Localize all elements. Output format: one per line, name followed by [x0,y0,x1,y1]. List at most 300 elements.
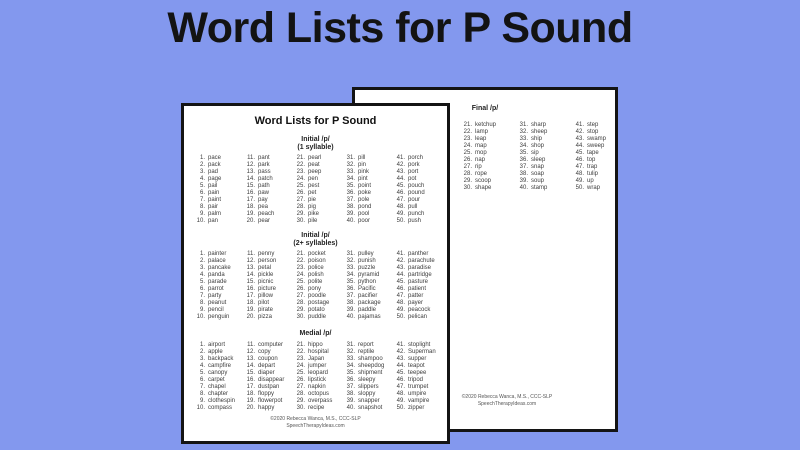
word-item [192,258,242,265]
word-item [192,363,242,370]
word-item [342,300,392,307]
word-item [342,286,392,293]
word-number: 13. [246,355,255,362]
word-number: 34. [346,176,355,182]
word-text: pond [358,204,372,210]
word-number: 32. [519,129,528,135]
word-number: 24. [296,272,305,278]
word-text: up [587,178,594,184]
word-text: peat [308,162,320,168]
word-number: 8. [199,300,205,306]
word-text: step [587,122,599,128]
word-text: peacock [408,307,431,313]
word-text: lipstick [308,376,327,383]
word-text: stoplight [408,341,431,348]
word-text: pile [308,218,318,224]
word-number: 24. [463,143,472,149]
word-number: 5. [199,279,205,285]
word-item [192,391,242,398]
word-item [342,265,392,272]
word-item [571,136,627,143]
word-column [242,342,292,412]
word-number: 34. [519,143,528,149]
word-text: reptile [358,348,375,355]
word-number: 37. [346,383,355,390]
word-item [392,384,442,391]
word-item [292,190,342,197]
word-item [242,272,292,279]
word-text: jumper [308,362,327,369]
word-number: 39. [519,178,528,184]
word-column [342,251,392,321]
word-number: 44. [396,176,405,182]
word-text: pork [408,162,420,168]
word-text: snap [531,164,545,170]
word-text: report [358,341,374,348]
word-text: puzzle [358,265,376,271]
word-number: 16. [246,286,255,292]
word-text: pear [258,218,271,224]
word-number: 38. [346,390,355,397]
word-number: 39. [346,211,355,217]
section-heading [184,232,447,247]
word-number: 3. [199,265,205,271]
word-item [192,272,242,279]
word-number: 36. [519,157,528,163]
word-text: leap [475,136,487,142]
word-item [292,377,342,384]
word-number: 47. [396,293,405,299]
word-number: 23. [296,265,305,271]
word-column [392,251,442,321]
word-number: 36. [346,376,355,383]
word-text: backpack [208,355,234,362]
word-text: petal [258,265,272,271]
word-number: 46. [396,376,405,383]
word-number: 43. [396,265,405,271]
word-number: 28. [296,300,305,306]
word-item [242,377,292,384]
word-item [342,211,392,218]
word-number: 40. [346,218,355,224]
word-item [571,178,627,185]
word-text: copy [258,348,271,355]
word-text: napkin [308,383,326,390]
word-text: sharp [531,122,547,128]
word-text: zipper [408,404,425,411]
word-number: 37. [346,293,355,299]
word-number: 47. [396,197,405,203]
word-column [192,342,242,412]
word-grid [184,155,447,225]
word-number: 47. [575,164,584,170]
word-number: 11. [247,251,255,257]
word-item [292,342,342,349]
word-text: pair [208,204,219,210]
word-grid [184,251,447,321]
word-text: pyramid [358,272,380,278]
word-list-section [184,136,447,225]
word-item [392,307,442,314]
word-item [192,197,242,204]
word-column [292,251,342,321]
word-text: python [358,279,377,285]
word-number: 21. [296,251,305,257]
word-item [192,356,242,363]
word-text: poison [308,258,326,264]
word-number: 20. [246,314,255,320]
section-heading [184,330,447,338]
front-page [181,103,450,444]
word-number: 5. [199,183,205,189]
word-item [392,190,442,197]
word-number: 7. [199,197,205,203]
word-item [292,211,342,218]
word-item [292,384,342,391]
word-number: 25. [463,150,472,156]
word-item [242,356,292,363]
word-text: canopy [208,369,228,376]
word-item [342,204,392,211]
word-item [242,300,292,307]
word-item [292,251,342,258]
word-number: 12. [246,162,255,168]
word-text: pillow [258,293,274,299]
word-text: sheepdog [358,362,385,369]
word-text: package [358,300,381,306]
word-item [459,136,515,143]
word-number: 25. [296,369,305,376]
word-text: slippers [358,383,379,390]
word-number: 49. [396,211,405,217]
word-text: chapel [208,383,226,390]
word-text: pole [358,197,370,203]
front-page-title: Word Lists for P Sound [254,115,377,127]
word-text: teapot [408,362,425,369]
word-text: tulip [587,171,599,177]
word-item [571,150,627,157]
word-number: 17. [246,383,255,390]
word-item [459,143,515,150]
word-text: clothespin [208,397,236,404]
word-text: panther [408,251,429,257]
word-item [242,190,292,197]
word-text: pilot [258,300,270,306]
word-text: paddle [358,307,377,313]
word-column [292,155,342,225]
word-number: 14. [246,362,255,369]
word-text: shampoo [358,355,383,362]
word-number: 37. [346,197,355,203]
word-item [292,162,342,169]
word-number: 11. [247,155,255,161]
word-text: park [258,162,270,168]
word-item [192,183,242,190]
word-number: 50. [396,218,405,224]
word-number: 33. [346,355,355,362]
word-item [292,314,342,321]
word-number: 32. [346,162,355,168]
word-number: 31. [346,155,355,161]
word-text: payer [408,300,424,306]
word-item [392,363,442,370]
word-list-section [184,232,447,321]
word-number: 21. [296,341,305,348]
word-text: snapshot [358,404,383,411]
word-text: tape [587,150,599,156]
word-item [192,314,242,321]
word-number: 10. [196,404,205,411]
word-number: 49. [396,307,405,313]
word-text: pasture [408,279,429,285]
word-item [242,279,292,286]
word-text: postage [308,300,330,306]
word-item [571,164,627,171]
word-number: 10. [196,314,205,320]
word-number: 43. [396,355,405,362]
word-number: 29. [296,211,305,217]
section-subheading: (1 syllable) [297,143,334,151]
word-number: 7. [199,383,205,390]
word-number: 21. [463,122,472,128]
word-number: 33. [346,265,355,271]
word-item [292,265,342,272]
word-text: pan [208,218,219,224]
word-text: ship [531,136,543,142]
word-text: paradise [408,265,432,271]
word-number: 9. [199,307,205,313]
word-text: stop [587,129,599,135]
word-text: coupon [258,355,278,362]
word-text: pig [308,204,317,210]
word-item [242,162,292,169]
word-text: patter [408,293,424,299]
word-number: 32. [346,348,355,355]
word-number: 6. [199,376,205,383]
word-number: 23. [296,355,305,362]
word-text: partridge [408,272,432,278]
word-text: floppy [258,390,275,397]
word-item [192,211,242,218]
word-item [342,272,392,279]
word-text: hippo [308,341,323,348]
word-number: 17. [246,293,255,299]
word-number: 30. [296,404,305,411]
word-text: disappear [258,376,285,383]
word-number: 14. [246,272,255,278]
word-number: 28. [463,171,472,177]
word-number: 48. [396,204,405,210]
word-item [342,314,392,321]
word-item [242,258,292,265]
word-item [392,218,442,225]
word-number: 41. [575,122,584,128]
word-text: carpet [208,376,225,383]
word-text: pen [308,176,319,182]
word-item [459,122,515,129]
word-item [242,370,292,377]
word-item [392,279,442,286]
word-number: 42. [396,348,405,355]
word-number: 26. [296,286,305,292]
word-number: 2. [199,258,205,264]
word-item [342,155,392,162]
word-text: patient [408,286,427,292]
word-number: 4. [199,176,205,182]
word-item [342,258,392,265]
word-number: 35. [346,279,355,285]
word-text: Pacific [358,286,376,292]
word-text: pulley [358,251,374,257]
word-text: pearl [308,155,322,161]
word-list-section [184,330,447,412]
word-number: 2. [199,162,205,168]
word-item [342,293,392,300]
word-number: 14. [246,176,255,182]
word-column [459,122,515,192]
word-number: 7. [199,293,205,299]
word-number: 15. [246,369,255,376]
word-text: parachute [408,258,435,264]
word-item [192,342,242,349]
word-number: 22. [463,129,472,135]
word-text: top [587,157,596,163]
word-number: 45. [396,279,405,285]
word-number: 43. [575,136,584,142]
word-number: 35. [346,183,355,189]
word-number: 26. [463,157,472,163]
word-text: pirate [258,307,274,313]
word-column [242,155,292,225]
word-number: 25. [296,183,305,189]
word-number: 44. [396,362,405,369]
word-item [242,218,292,225]
word-number: 19. [246,307,255,313]
word-text: pass [258,169,271,175]
word-number: 22. [296,258,305,264]
word-item [292,176,342,183]
word-text: wrap [587,185,601,191]
word-item [459,164,515,171]
word-item [192,293,242,300]
word-text: sloppy [358,390,376,397]
word-text: lamp [475,129,489,135]
word-number: 30. [463,185,472,191]
word-text: computer [258,341,284,348]
word-item [392,377,442,384]
word-number: 28. [296,390,305,397]
word-text: shape [475,185,492,191]
word-number: 50. [396,404,405,411]
word-item [342,307,392,314]
word-text: poodle [308,293,327,299]
word-text: pail [208,183,218,189]
page-title: Word Lists for P Sound [167,4,633,52]
word-text: supper [408,355,427,362]
word-item [342,342,392,349]
word-number: 22. [296,162,305,168]
word-number: 40. [346,314,355,320]
word-item [292,363,342,370]
word-text: person [258,258,277,264]
website-line: SpeechTherapyIdeas.com [286,422,345,429]
word-item [342,162,392,169]
word-item [459,171,515,178]
word-number: 19. [246,211,255,217]
word-text: palace [208,258,226,264]
word-item [392,265,442,272]
word-number: 23. [296,169,305,175]
word-item [392,176,442,183]
word-item [292,197,342,204]
word-item [392,197,442,204]
word-number: 31. [346,251,355,257]
word-item [459,178,515,185]
word-column [571,122,627,192]
word-item [515,178,571,185]
word-column [242,251,292,321]
front-page-sections [184,136,447,412]
word-item [342,197,392,204]
word-item [292,272,342,279]
word-number: 6. [199,190,205,196]
word-column [392,155,442,225]
copyright-line: ©2020 Rebecca Wanca, M.S., CCC-SLP [270,416,361,422]
word-item [392,405,442,412]
word-number: 27. [296,383,305,390]
word-text: picnic [258,279,274,285]
word-item [242,155,292,162]
word-item [515,171,571,178]
word-text: pill [358,155,366,161]
word-text: rip [475,164,482,170]
section-heading-line: Initial /p/ [301,136,330,143]
word-number: 44. [575,143,584,149]
word-number: 15. [246,183,255,189]
word-number: 13. [246,265,255,271]
word-item [392,251,442,258]
word-text: panda [208,272,225,278]
word-item [192,286,242,293]
word-item [392,314,442,321]
word-number: 39. [346,397,355,404]
word-text: poke [358,190,372,196]
word-number: 27. [463,164,472,170]
word-item [292,300,342,307]
word-item [292,398,342,405]
section-heading [184,136,447,151]
word-item [242,293,292,300]
word-item [242,211,292,218]
word-item [392,286,442,293]
word-number: 29. [296,307,305,313]
word-text: party [208,293,222,299]
word-text: pet [308,190,317,196]
word-text: sleepy [358,376,376,383]
word-number: 27. [296,293,305,299]
word-text: sheep [531,129,548,135]
word-text: port [408,169,419,175]
section-heading-line: Medial /p/ [299,330,332,337]
word-text: ketchup [475,122,497,128]
word-item [392,300,442,307]
word-number: 46. [396,190,405,196]
word-item [242,197,292,204]
word-text: swamp [587,136,607,142]
word-number: 13. [246,169,255,175]
word-number: 48. [575,171,584,177]
word-text: pacifier [358,293,378,299]
